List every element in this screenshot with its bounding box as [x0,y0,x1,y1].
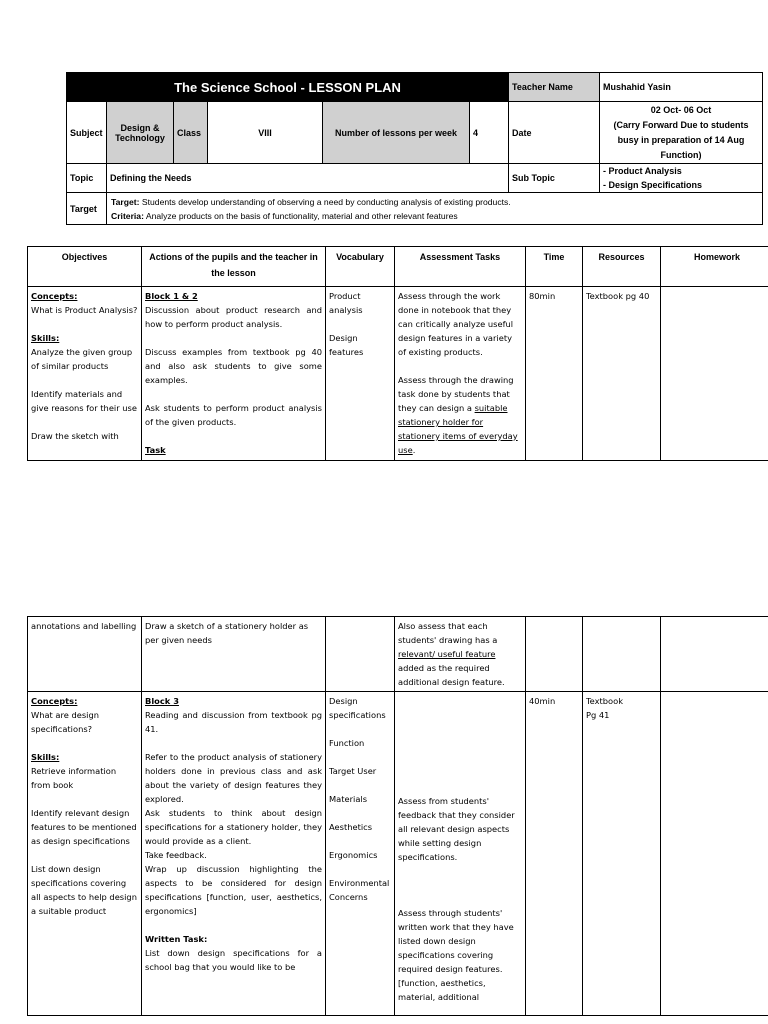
col-assessment: Assessment Tasks [395,247,526,287]
vocabulary-item: Product analysis [329,291,363,315]
action-text: Wrap up discussion highlighting the aspects to be considered for design specifications [function, user, aesthetics, ergonomics] [145,864,322,916]
criteria-text: Analyze products on the basis of functionality, material and other relevant features [143,210,458,221]
vocabulary-item: Design specifications [329,696,386,720]
resource-item: Textbook [586,696,624,706]
vocabulary-item: Materials [329,794,368,804]
time-cell [526,617,583,692]
assessment-text-part: . [412,445,416,455]
subject-value: Design & Technology [107,102,174,164]
class-value: VIII [208,102,323,164]
assessment-text-part: Also assess that each students' drawing has a [398,621,498,645]
col-actions: Actions of the pupils and the teacher in the lesson [142,247,326,287]
action-text: Reading and discussion from textbook pg 41. [145,710,322,734]
assessment-text: Assess through students' written work that they have listed down design specifications covering required design features. [function, aesthetics, material, additional [398,908,514,1002]
topic-value: Defining the Needs [107,164,509,193]
table-row [28,617,768,692]
assessment-cell [395,287,526,461]
homework-cell [661,287,768,461]
action-text: Discussion about product research and how to perform product analysis. [145,305,322,329]
resources-cell [583,617,661,692]
resource-item: Pg 41 [586,710,610,720]
action-text: Refer to the product analysis of stationery holders done in previous class and ask about the variety of design features they explored. [145,752,322,804]
class-label: Class [174,102,208,164]
date-note: (Carry Forward Due to students busy in preparation of 14 Aug Function) [613,119,749,160]
objectives-cell [28,287,142,461]
target-criteria [107,193,763,225]
lesson-plan-header [66,72,763,225]
lessons-value: 4 [470,102,509,164]
assessment-underlined: suitable stationery holder for stationery items of everyday use [398,403,518,455]
resources-cell [583,692,661,1016]
objective-text: Analyze the given group of similar products [31,347,133,371]
subtopic-label: Sub Topic [509,164,600,193]
vocabulary-item: Ergonomics [329,850,378,860]
table-row [28,692,768,1016]
objective-text: Identify materials and give reasons for their use [31,389,137,413]
vocabulary-item: Design features [329,333,364,357]
target-text: Students develop understanding of observing a need by conducting analysis of existing products. [139,196,511,207]
col-time: Time [526,247,583,287]
lesson-plan-table [27,246,768,461]
objective-text: Retrieve information from book [31,766,117,790]
actions-cell [142,692,326,1016]
page-title: The Science School - LESSON PLAN [67,73,509,102]
target-label: Target [67,193,107,225]
subtopic-item: - Design Specifications [603,180,703,190]
subject-label: Subject [67,102,107,164]
subtopic-value [600,164,763,193]
vocabulary-item: Function [329,738,365,748]
homework-cell [661,692,768,1016]
col-vocabulary: Vocabulary [326,247,395,287]
criteria-key: Criteria: [111,210,144,221]
lessons-label: Number of lessons per week [323,102,470,164]
target-key: Target: [111,196,140,207]
objective-text: List down design specifications covering all aspects to help design a suitable product [31,864,137,916]
skills-heading: Skills: [31,752,60,762]
vocabulary-item: Target User [329,766,377,776]
col-resources: Resources [583,247,661,287]
time-cell: 80min [526,287,583,461]
vocabulary-cell [326,692,395,1016]
action-text: Ask students to think about design specifications for a stationery holder, they would provide as a client. [145,808,322,846]
subtopic-item: - Product Analysis [603,166,682,176]
table-row [28,287,768,461]
date-value [600,102,763,164]
vocabulary-item: Aesthetics [329,822,373,832]
assessment-text [398,373,522,457]
objectives-cell: annotations and labelling [28,617,142,692]
vocabulary-cell [326,617,395,692]
col-homework: Homework [661,247,768,287]
col-objectives: Objectives [28,247,142,287]
resources-cell: Textbook pg 40 [583,287,661,461]
topic-label: Topic [67,164,107,193]
task-heading: Written Task: [145,934,208,944]
block-title: Block 1 & 2 [145,291,198,301]
objective-text: What are design specifications? [31,710,100,734]
action-text: Ask students to perform product analysis of the given products. [145,403,322,427]
skills-heading: Skills: [31,333,60,343]
teacher-name: Mushahid Yasin [600,73,763,102]
lesson-plan-table-continued [27,616,768,1016]
assessment-underlined: relevant/ useful feature [398,649,496,659]
action-text: List down design specifications for a school bag that you would like to be [145,948,322,972]
action-text: Discuss examples from textbook pg 40 and also ask students to give some examples. [145,347,322,385]
concepts-heading: Concepts: [31,291,78,301]
date-range: 02 Oct- 06 Oct [650,104,712,115]
vocabulary-item: Environmental Concerns [329,878,390,902]
objectives-cell [28,692,142,1016]
assessment-text: Assess through the work done in notebook that they can critically analyze useful design features in a variety of existing products. [398,291,514,357]
actions-cell [142,287,326,461]
assessment-text: Assess from students' feedback that they consider all relevant design aspects while setting design specifications. [398,796,515,862]
objective-text: What is Product Analysis? [31,305,138,315]
task-heading: Task [145,445,166,455]
objective-text: Identify relevant design features to be mentioned as design specifications [31,808,137,846]
homework-cell [661,617,768,692]
assessment-text-part: added as the required additional design feature. [398,663,505,687]
assessment-cell [395,692,526,1016]
assessment-text-part: Assess through the drawing task done by students that they can design a [398,375,514,413]
date-label: Date [509,102,600,164]
time-cell: 40min [526,692,583,1016]
action-text: Take feedback. [145,850,207,860]
teacher-label: Teacher Name [509,73,600,102]
vocabulary-cell [326,287,395,461]
block-title: Block 3 [145,696,179,706]
concepts-heading: Concepts: [31,696,78,706]
objective-text: Draw the sketch with [31,431,119,441]
assessment-cell [395,617,526,692]
actions-cell: Draw a sketch of a stationery holder as per given needs [142,617,326,692]
